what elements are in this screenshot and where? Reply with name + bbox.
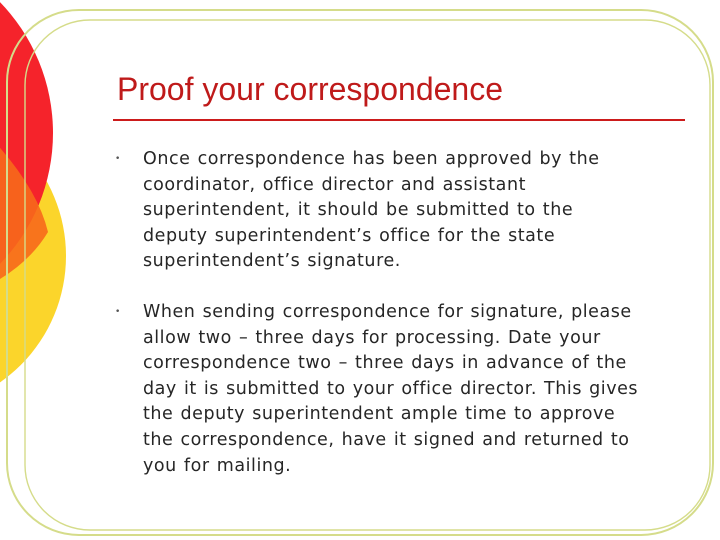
bullet-text: When sending correspondence for signature, please allow two – three days for processing. Date your correspondence two – three days in advance of the day it is submitted to your office director. This gives the deputy superintendent ample time to approve the correspondence, have it signed and returned to you for mailing. — [143, 301, 639, 476]
bullet-dot-icon: • — [115, 154, 121, 164]
bullet-item — [112, 300, 692, 479]
title-underline — [113, 119, 685, 121]
bullet-list — [112, 147, 692, 504]
slide-title: Proof your correspondence — [117, 71, 503, 107]
bullet-text: Once correspondence has been approved by the coordinator, office director and assistant superintendent, it should be submitted to the deputy superintendent’s office for the state superintendent’s signature. — [143, 149, 600, 272]
bullet-item — [112, 147, 692, 275]
bullet-dot-icon: • — [115, 306, 121, 317]
